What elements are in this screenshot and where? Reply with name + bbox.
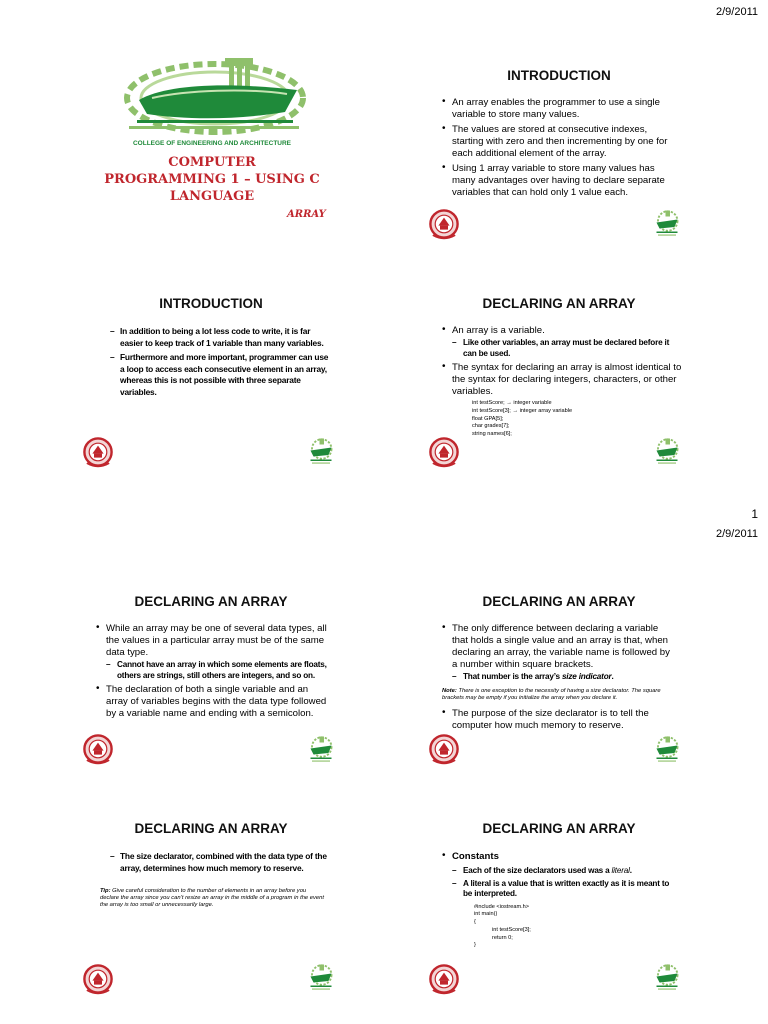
code-line: int testScore[3]; — [492, 926, 531, 933]
bullet-item: • The declaration of both a single variable and an array of variables begins with the data type followed by a variable name and ending with a semicolon. — [96, 684, 328, 720]
red-seal-logo — [82, 434, 114, 470]
code-line: char grades[7]; — [472, 423, 510, 430]
green-college-logo — [306, 734, 336, 766]
bullet-list — [96, 623, 328, 723]
code-line: { — [474, 919, 476, 926]
green-college-logo — [652, 734, 682, 766]
bullet-item: • The purpose of the size declarator is to tell the computer how much memory to reserve. — [442, 708, 676, 732]
red-seal-logo — [428, 731, 460, 767]
page1-date: 2/9/2011 — [715, 6, 758, 18]
code-line: string names[6]; — [472, 431, 512, 438]
page2-date: 2/9/2011 — [715, 528, 758, 540]
page1-number: 1 — [751, 507, 758, 521]
green-college-logo — [652, 208, 682, 240]
bullet-text: Constants — [452, 851, 499, 862]
slide-title: DECLARING AN ARRAY — [134, 594, 288, 609]
code-line: return 0; — [492, 934, 513, 941]
sub-item — [452, 866, 678, 877]
slide-declaring-array-4 — [82, 815, 340, 995]
course-title-line1: COMPUTER — [168, 155, 256, 170]
slide-declaring-array-5 — [428, 815, 690, 995]
bullet-item — [442, 623, 676, 683]
red-seal-logo — [82, 731, 114, 767]
slide-introduction-2 — [82, 290, 340, 470]
code-line: int testScore; → integer variable — [472, 400, 552, 406]
sub-list — [452, 672, 676, 683]
tip-label: Tip: — [100, 888, 111, 894]
sub-item: – A literal is a value that is written exactly as it is meant to be interpreted. — [452, 879, 678, 900]
note-block — [442, 688, 682, 702]
dash-list — [110, 326, 330, 401]
dash-item: – In addition to being a lot less code to write, it is far easier to keep track of 1 variable than many variables. — [110, 326, 330, 349]
slide-title: DECLARING AN ARRAY — [482, 296, 636, 311]
slide-title: DECLARING AN ARRAY — [482, 821, 636, 836]
dash-list — [110, 851, 330, 877]
course-title-line3: LANGUAGE — [169, 189, 255, 204]
slide-declaring-array-3 — [428, 588, 690, 768]
bullet-text: The only difference between declaring a variable that holds a single value and an array is that, when declaring an array, the variable name is followed by a number within square brackets. — [452, 623, 670, 670]
bullet-list — [442, 97, 678, 202]
note-label: Note: — [442, 688, 457, 694]
bullet-text: An array is a variable. — [452, 325, 545, 336]
sub-item-end: . — [611, 672, 614, 681]
code-line: int testScore[3]; → integer array variable — [472, 407, 573, 414]
tip-block — [100, 888, 325, 909]
code-sample — [474, 904, 678, 951]
green-college-logo — [306, 436, 336, 468]
sub-item: – Cannot have an array in which some elements are floats, others are strings, still others are integers, and so on. — [106, 660, 328, 681]
course-subtitle: ARRAY — [287, 209, 326, 220]
red-seal-logo — [82, 961, 114, 997]
note-text: There is one exception to the necessity of having a size declarator. The square brackets may be empty if you initialize the array when you declare it. — [442, 688, 661, 701]
sub-list — [106, 660, 328, 681]
bullet-item — [442, 362, 682, 439]
bullet-item — [96, 623, 328, 681]
red-seal-logo — [428, 206, 460, 242]
bullet-list — [442, 708, 676, 735]
green-college-logo — [652, 436, 682, 468]
slide-declaring-array-1 — [428, 290, 690, 470]
bullet-item — [442, 851, 678, 950]
slide-title: INTRODUCTION — [159, 296, 263, 311]
literal-term: literal — [611, 866, 630, 875]
code-line: } — [474, 942, 476, 949]
bullet-text: The syntax for declaring an array is almost identical to the syntax for declaring integers, characters, or other variables. — [452, 362, 682, 397]
sub-item-text: Each of the size declarators used was a — [463, 866, 612, 875]
code-line: int main() — [474, 911, 498, 918]
course-title-line2: PROGRAMMING 1 – USING C — [104, 172, 320, 187]
code-sample — [472, 400, 682, 439]
sub-list — [452, 866, 678, 900]
green-college-logo — [652, 962, 682, 994]
dash-item: – Furthermore and more important, programmer can use a loop to access each consecutive element in an array, whereas this is not possible with three separate variables. — [110, 352, 330, 398]
bullet-item: • The values are stored at consecutive indexes, starting with zero and then incrementing by one for each additional element of the array. — [442, 124, 678, 160]
slide-title: DECLARING AN ARRAY — [482, 594, 636, 609]
sub-list — [452, 338, 682, 359]
red-seal-logo — [428, 434, 460, 470]
dash-item: – The size declarator, combined with the data type of the array, determines how much memory to reserve. — [110, 851, 330, 874]
slide-title: INTRODUCTION — [507, 68, 611, 83]
bullet-item: • An array enables the programmer to use a single variable to store many values. — [442, 97, 678, 121]
bullet-list — [442, 623, 676, 686]
sub-item-end: . — [629, 866, 632, 875]
code-line: #include <iostream.h> — [474, 903, 530, 910]
slide-introduction-1 — [428, 62, 690, 242]
college-name: COLLEGE OF ENGINEERING AND ARCHITECTURE — [132, 140, 292, 147]
bullet-text: While an array may be one of several data types, all the values in a particular array must be of the same data type. — [106, 623, 327, 658]
red-seal-logo — [428, 961, 460, 997]
bullet-list — [442, 325, 682, 442]
green-college-logo — [306, 962, 336, 994]
sub-item: – Like other variables, an array must be declared before it can be used. — [452, 338, 682, 359]
size-indicator-term: size indicator — [561, 672, 612, 681]
tip-text: Give careful consideration to the number of elements in an array before you declare the array since you can’t resize an array in the middle of a program in the event the array is too small or unnecessarily large. — [100, 888, 324, 908]
bullet-list — [442, 851, 678, 953]
bullet-item: • Using 1 array variable to store many values has many advantages over having to declare separate variables that can hold only 1 value each. — [442, 163, 678, 199]
slide-declaring-array-2 — [82, 588, 340, 768]
sub-item — [452, 672, 676, 683]
college-logo — [107, 54, 317, 144]
bullet-item — [442, 325, 682, 359]
slide-title: DECLARING AN ARRAY — [134, 821, 288, 836]
code-line: float GPA[5]; — [472, 415, 504, 422]
title-slide — [82, 52, 342, 232]
sub-item-text: That number is the array’s — [463, 672, 562, 681]
